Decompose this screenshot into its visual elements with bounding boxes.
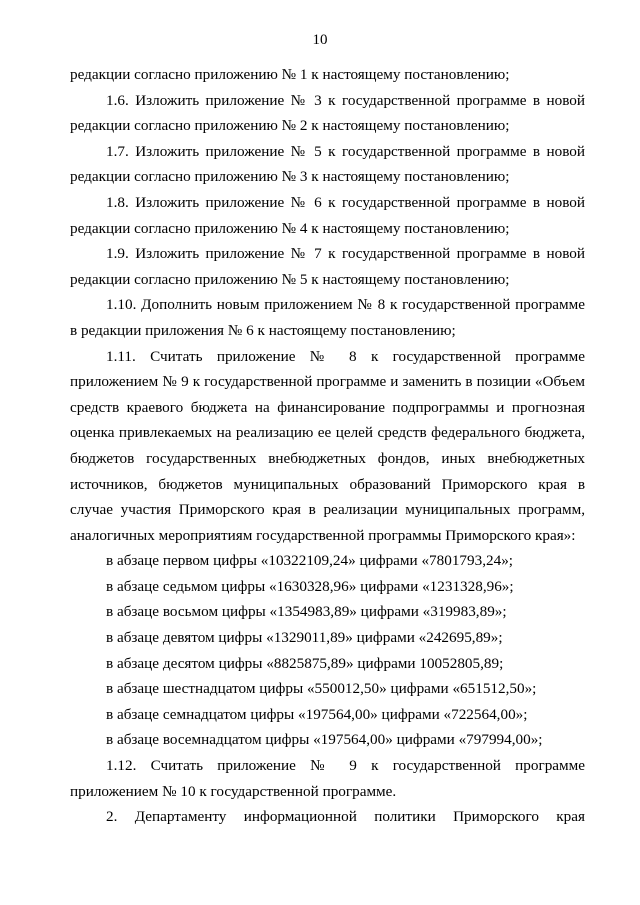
list-item: в абзаце семнадцатом цифры «197564,00» цифрами «722564,00»;	[106, 705, 528, 723]
list-item: в абзаце седьмом цифры «1630328,96» цифрами «1231328,96»;	[106, 577, 514, 595]
paragraph-1-11: 1.11. Считать приложение № 8 к государственной программе приложением № 9 к государственной программе и заменить в позиции «Объем средств краевого бюджета на финансирование подпрограммы и прогнозная оценка привлекаемых на реализацию ее целей средств федерального бюджета, бюджетов государственных внебюджетных фондов, иных внебюджетных источников, бюджетов муниципальных образований Приморского края в случае участия Приморского края в реализации муниципальных программ, аналогичных мероприятиям государственной программы Приморского края»:	[70, 347, 585, 544]
paragraph-continuation: редакции согласно приложению № 1 к настоящему постановлению;	[70, 66, 510, 83]
paragraph-1-8: 1.8. Изложить приложение № 6 к государственной программе в новой редакции согласно приложению № 4 к настоящему постановлению;	[70, 193, 585, 237]
list-item: в абзаце десятом цифры «8825875,89» цифрами 10052805,89;	[106, 654, 504, 672]
paragraph-1-6: 1.6. Изложить приложение № 3 к государственной программе в новой редакции согласно приложению № 2 к настоящему постановлению;	[70, 91, 585, 135]
list-item: в абзаце шестнадцатом цифры «550012,50» цифрами «651512,50»;	[106, 680, 537, 698]
list-item: в абзаце девятом цифры «1329011,89» цифрами «242695,89»;	[106, 629, 503, 647]
document-body	[70, 62, 585, 830]
paragraph-1-9: 1.9. Изложить приложение № 7 к государственной программе в новой редакции согласно приложению № 5 к настоящему постановлению;	[70, 245, 585, 288]
paragraph-2: 2. Департаменту информационной политики Приморского края	[106, 808, 585, 826]
list-item: в абзаце первом цифры «10322109,24» цифрами «7801793,24»;	[106, 552, 514, 570]
list-item: в абзаце восемнадцатом цифры «197564,00» цифрами «797994,00»;	[106, 731, 543, 749]
list-item: в абзаце восьмом цифры «1354983,89» цифрами «319983,89»;	[106, 603, 507, 621]
paragraph-1-7: 1.7. Изложить приложение № 5 к государственной программе в новой редакции согласно приложению № 3 к настоящему постановлению;	[70, 142, 585, 186]
paragraph-1-12: 1.12. Считать приложение № 9 к государственной программе приложением № 10 к государственной программе.	[70, 757, 585, 800]
page-number: 10	[312, 32, 328, 48]
paragraph-1-10: 1.10. Дополнить новым приложением № 8 к государственной программе в редакции приложения № 6 к настоящему постановлению;	[70, 296, 585, 339]
